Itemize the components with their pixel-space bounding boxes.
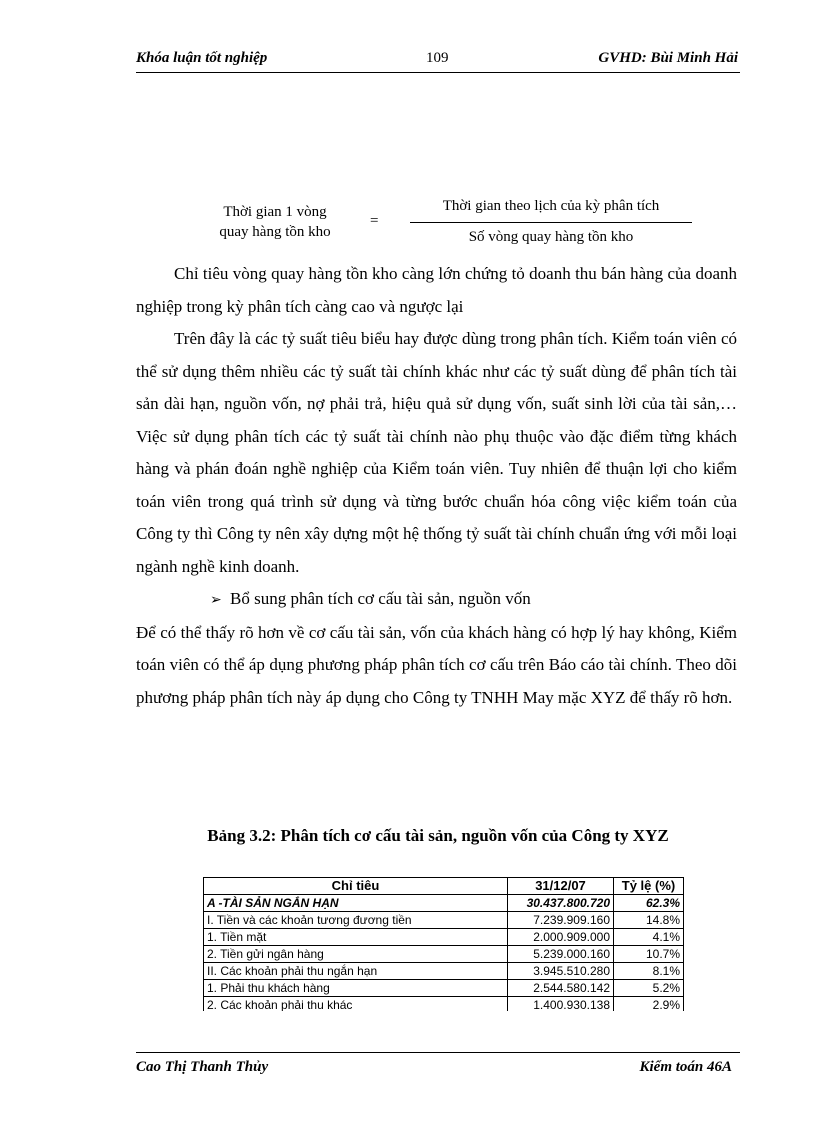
row-percent: 8.1% <box>614 963 684 980</box>
row-value: 2.000.909.000 <box>508 929 614 946</box>
formula-left-side <box>200 202 350 242</box>
row-percent: 5.2% <box>614 980 684 997</box>
page-header <box>136 48 740 73</box>
footer-author: Cao Thị Thanh Thủy <box>136 1059 269 1075</box>
row-label: 2. Các khoản phải thu khác <box>204 997 508 1012</box>
arrow-bullet-icon: ➢ <box>210 592 222 608</box>
formula-left-line-1: Thời gian 1 vòng <box>223 204 327 220</box>
paragraph-structure-analysis: Để có thể thấy rõ hơn về cơ cấu tài sản, vốn của khách hàng có hợp lý hay không, Kiểm toán viên có thể áp dụng phương pháp phân tích cơ cấu trên Báo cáo tài chính. Theo dõi phương pháp phân tích này áp dụng cho Công ty TNHH May mặc XYZ để thấy rõ hơn. <box>136 622 737 707</box>
row-value: 2.544.580.142 <box>508 980 614 997</box>
bullet-item <box>136 583 737 617</box>
table-row <box>204 980 684 997</box>
row-value: 5.239.000.160 <box>508 946 614 963</box>
header-advisor: GVHD: Bùi Minh Hải <box>598 50 738 66</box>
formula-equals: = <box>370 213 379 229</box>
row-percent: 4.1% <box>614 929 684 946</box>
table-header-row <box>204 878 684 895</box>
row-percent: 62.3% <box>614 895 684 912</box>
page-footer <box>136 1052 740 1075</box>
row-percent: 14.8% <box>614 912 684 929</box>
formula-numerator: Thời gian theo lịch của kỳ phân tích <box>442 198 660 214</box>
asset-structure-table-wrapper <box>203 877 685 1011</box>
row-label: 1. Phải thu khách hàng <box>204 980 508 997</box>
row-value: 3.945.510.280 <box>508 963 614 980</box>
row-value: 30.437.800.720 <box>508 895 614 912</box>
page-number: 109 <box>426 50 449 66</box>
row-percent: 10.7% <box>614 946 684 963</box>
table-row <box>204 929 684 946</box>
table-row <box>204 912 684 929</box>
row-label: A -TÀI SẢN NGẮN HẠN <box>204 895 508 912</box>
row-value: 7.239.909.160 <box>508 912 614 929</box>
paragraph-ratios: Trên đây là các tỷ suất tiêu biểu hay được dùng trong phân tích. Kiểm toán viên có thể sử dụng thêm nhiều các tỷ suất tài chính khác như các tỷ suất dùng để phân tích tài sản dài hạn, nguồn vốn, nợ phải trả, hiệu quả sử dụng vốn, suất sinh lời của tài sản,… Việc sử dụng phân tích các tỷ suất tài chính nào phụ thuộc vào đặc điểm từng khách hàng và phán đoán nghề nghiệp của Kiểm toán viên. Tuy nhiên để thuận lợi cho kiểm toán viên trong quá trình sử dụng và từng bước chuẩn hóa công việc kiểm toán của Công ty thì Công ty nên xây dựng một hệ thống tỷ suất tài chính chuẩn ứng với mỗi loại ngành nghề kinh doanh. <box>136 329 737 576</box>
row-label: II. Các khoản phải thu ngắn hạn <box>204 963 508 980</box>
formula-fraction-bar <box>410 222 692 223</box>
paragraph-inventory-turnover: Chỉ tiêu vòng quay hàng tồn kho càng lớn chứng tỏ doanh thu bán hàng của doanh nghiệp trong kỳ phân tích càng cao và ngược lại <box>136 264 737 316</box>
footer-class: Kiểm toán 46A <box>639 1059 732 1075</box>
table-title: Bảng 3.2: Phân tích cơ cấu tài sản, nguồn vốn của Công ty XYZ <box>207 826 669 845</box>
row-label: 2. Tiền gửi ngân hàng <box>204 946 508 963</box>
bullet-text: Bổ sung phân tích cơ cấu tài sản, nguồn vốn <box>230 589 531 608</box>
body-text <box>136 258 737 714</box>
asset-structure-table <box>203 877 684 1011</box>
column-header-ratio: Tỷ lệ (%) <box>614 878 684 895</box>
row-percent: 2.9% <box>614 997 684 1012</box>
row-value: 1.400.930.138 <box>508 997 614 1012</box>
header-thesis-title: Khóa luận tốt nghiệp <box>136 50 268 66</box>
table-row <box>204 946 684 963</box>
column-header-date: 31/12/07 <box>508 878 614 895</box>
formula-left-line-2: quay hàng tồn kho <box>219 224 331 240</box>
inventory-turnover-formula <box>200 198 700 250</box>
table-row <box>204 963 684 980</box>
column-header-item: Chỉ tiêu <box>204 878 508 895</box>
row-label: 1. Tiền mặt <box>204 929 508 946</box>
table-row <box>204 997 684 1012</box>
formula-denominator: Số vòng quay hàng tồn kho <box>468 229 634 245</box>
table-row <box>204 895 684 912</box>
row-label: I. Tiền và các khoản tương đương tiền <box>204 912 508 929</box>
